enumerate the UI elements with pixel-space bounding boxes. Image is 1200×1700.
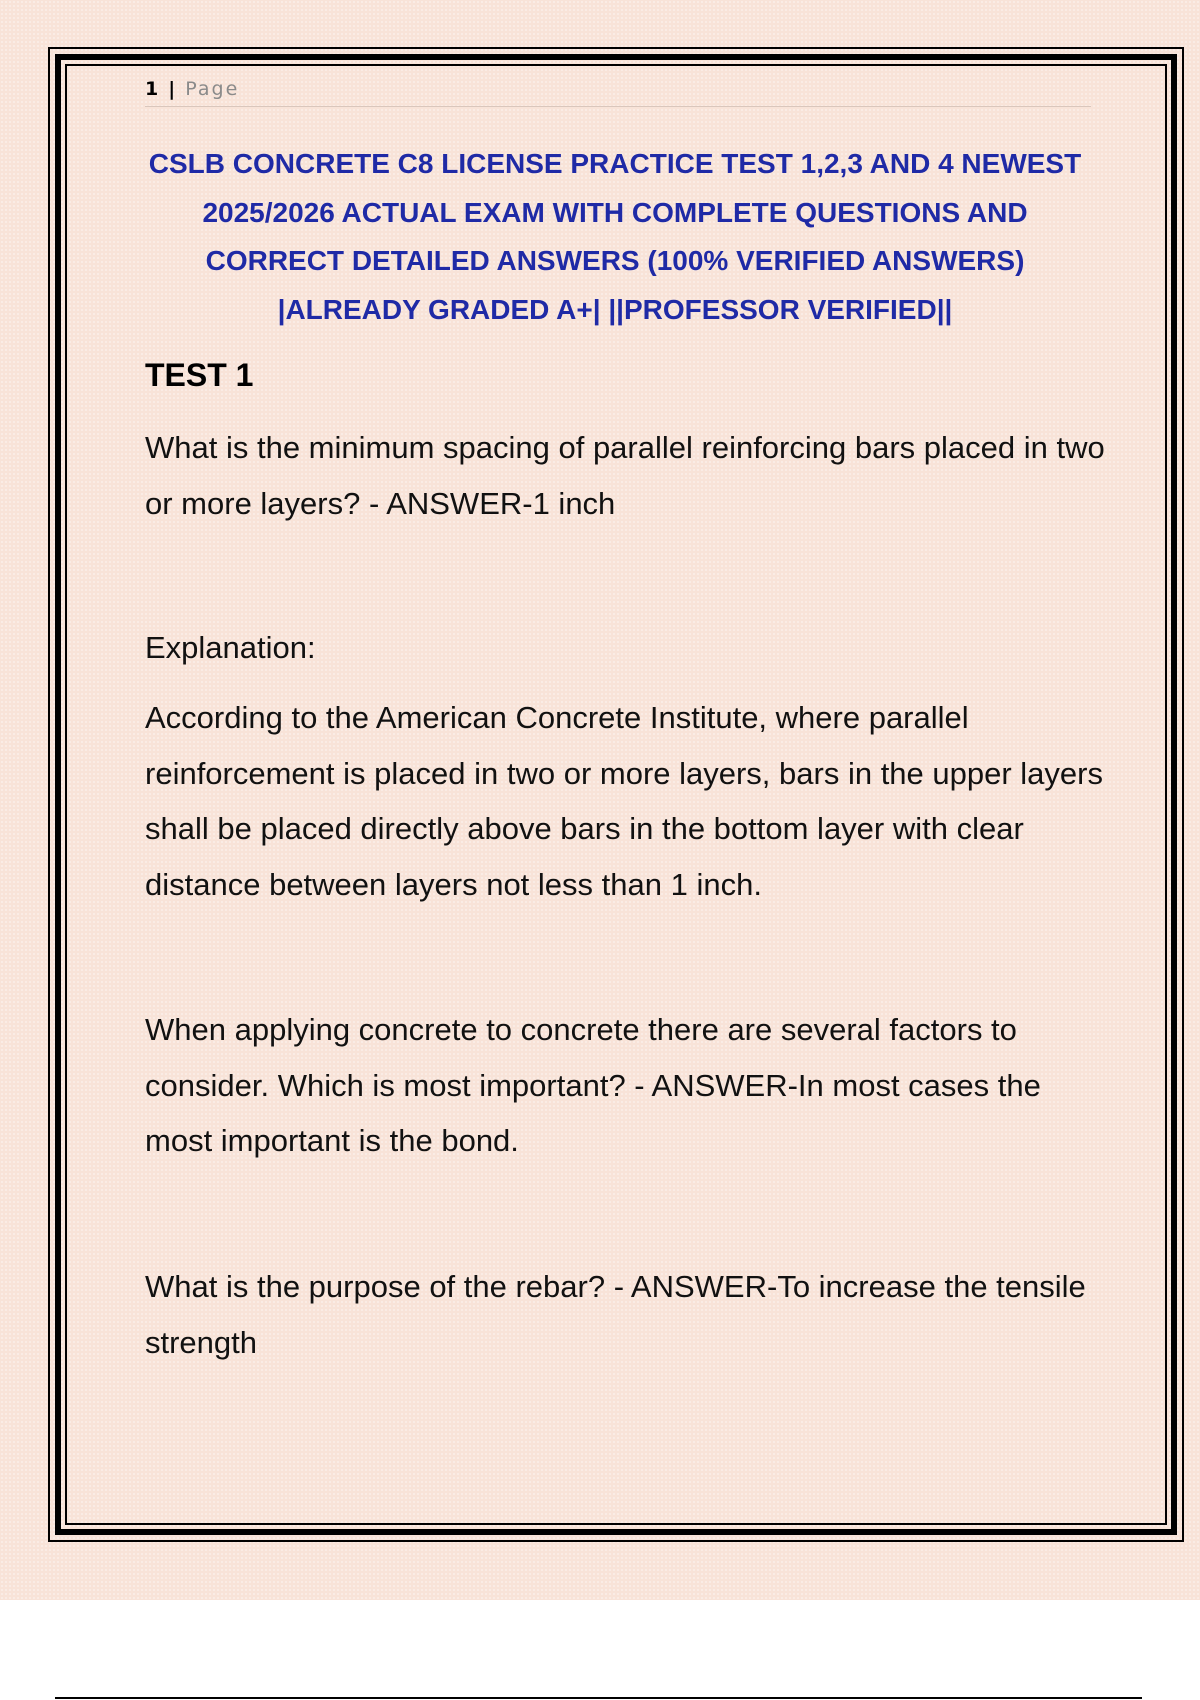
page-header	[145, 74, 1091, 107]
section-heading: TEST 1	[145, 357, 254, 393]
page-label: Page	[185, 78, 240, 100]
question-paragraph: When applying concrete to concrete there are several factors to consider. Which is most important? - ANSWER-In most cases the most important is the bond.	[145, 1012, 1041, 1158]
page-separator: |	[168, 78, 178, 100]
explanation-label: Explanation:	[145, 630, 316, 665]
footer-divider	[55, 1697, 1142, 1699]
document-title: CSLB CONCRETE C8 LICENSE PRACTICE TEST 1,2,3 AND 4 NEWEST 2025/2026 ACTUAL EXAM WITH COMPLETE QUESTIONS AND CORRECT DETAILED ANSWERS (100% VERIFIED ANSWERS) |ALREADY GRADED A+| ||PROFESSOR VERIFIED||	[148, 148, 1082, 325]
question-paragraph: What is the minimum spacing of parallel reinforcing bars placed in two or more layers? - ANSWER-1 inch	[145, 430, 1105, 521]
explanation-paragraph: According to the American Concrete Institute, where parallel reinforcement is placed in two or more layers, bars in the upper layers shall be placed directly above bars in the bottom layer with clear distance between layers not less than 1 inch.	[145, 700, 1103, 902]
page-number: 1	[145, 78, 161, 100]
question-paragraph: What is the purpose of the rebar? - ANSWER-To increase the tensile strength	[145, 1269, 1086, 1360]
